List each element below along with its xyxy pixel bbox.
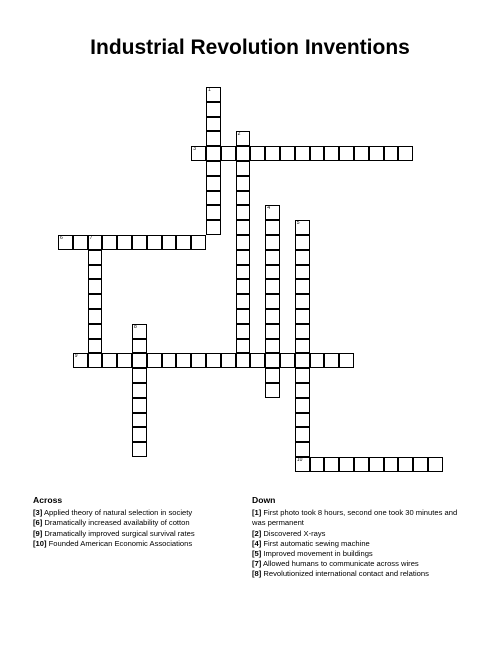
grid-cell[interactable]	[206, 353, 221, 368]
grid-cell[interactable]	[132, 353, 147, 368]
grid-cell[interactable]	[295, 383, 310, 398]
clue-across-9: [9] Dramatically improved surgical survival rates	[33, 528, 195, 538]
cell-number: 7	[89, 235, 93, 241]
grid-cell[interactable]	[295, 250, 310, 265]
grid-cell[interactable]	[132, 398, 147, 413]
grid-cell[interactable]	[398, 457, 413, 472]
grid-cell[interactable]	[236, 339, 251, 354]
grid-cell[interactable]	[324, 457, 339, 472]
down-clues	[252, 495, 470, 580]
grid-cell-10[interactable]	[295, 457, 310, 472]
grid-cell[interactable]	[265, 279, 280, 294]
grid-cell[interactable]	[132, 368, 147, 383]
grid-cell[interactable]	[265, 383, 280, 398]
grid-cell[interactable]	[102, 235, 117, 250]
grid-cell[interactable]	[132, 339, 147, 354]
grid-cell-7[interactable]	[88, 235, 103, 250]
grid-cell[interactable]	[265, 220, 280, 235]
grid-cell[interactable]	[280, 353, 295, 368]
cell-number: 8	[134, 323, 137, 330]
grid-cell[interactable]	[206, 220, 221, 235]
grid-cell[interactable]	[206, 161, 221, 176]
grid-cell[interactable]	[88, 339, 103, 354]
cell-number: 10	[296, 457, 303, 463]
grid-cell[interactable]	[265, 324, 280, 339]
grid-cell[interactable]	[265, 368, 280, 383]
grid-cell[interactable]	[295, 427, 310, 442]
grid-cell-3[interactable]	[191, 146, 206, 161]
across-clues	[33, 495, 228, 549]
clue-down-1: [1] First photo took 8 hours, second one took 30 minutes and was permanent	[252, 508, 458, 528]
grid-cell[interactable]	[324, 146, 339, 161]
grid-cell[interactable]	[295, 442, 310, 457]
cell-number: 4	[267, 205, 270, 212]
across-heading: Across	[33, 495, 63, 505]
grid-cell[interactable]	[206, 131, 221, 146]
grid-cell[interactable]	[132, 383, 147, 398]
grid-cell[interactable]	[88, 265, 103, 280]
grid-cell[interactable]	[265, 309, 280, 324]
grid-cell[interactable]	[206, 102, 221, 117]
grid-cell-1[interactable]	[206, 87, 221, 102]
grid-cell[interactable]	[295, 146, 310, 161]
clue-across-10: [10] Founded American Economic Associations	[33, 538, 193, 548]
down-heading: Down	[252, 495, 276, 505]
grid-cell-2[interactable]	[236, 131, 251, 146]
grid-cell[interactable]	[236, 353, 251, 368]
cell-number: 3	[193, 146, 196, 153]
grid-cell[interactable]	[295, 368, 310, 383]
grid-cell[interactable]	[369, 146, 384, 161]
grid-cell[interactable]	[236, 146, 251, 161]
cell-number: 2	[237, 131, 241, 138]
grid-cell[interactable]	[236, 205, 251, 220]
grid-cell[interactable]	[162, 353, 177, 368]
grid-cell[interactable]	[265, 353, 280, 368]
grid-cell[interactable]	[339, 353, 354, 368]
grid-cell[interactable]	[206, 146, 221, 161]
clue-down-2: [2] Discovered X-rays	[252, 528, 326, 538]
grid-cell[interactable]	[236, 176, 251, 191]
grid-cell[interactable]	[206, 176, 221, 191]
grid-cell[interactable]	[88, 324, 103, 339]
grid-cell[interactable]	[413, 457, 428, 472]
grid-cell[interactable]	[265, 339, 280, 354]
grid-cell[interactable]	[310, 353, 325, 368]
grid-cell[interactable]	[191, 353, 206, 368]
grid-cell[interactable]	[428, 457, 443, 472]
grid-cell[interactable]	[221, 146, 236, 161]
grid-cell[interactable]	[88, 279, 103, 294]
grid-cell[interactable]	[206, 117, 221, 132]
grid-cell-8[interactable]	[132, 324, 147, 339]
grid-cell-4[interactable]	[265, 205, 280, 220]
grid-cell[interactable]	[88, 250, 103, 265]
grid-cell[interactable]	[310, 457, 325, 472]
grid-cell[interactable]	[236, 235, 251, 250]
grid-cell-5[interactable]	[295, 220, 310, 235]
grid-cell[interactable]	[398, 146, 413, 161]
grid-cell[interactable]	[236, 191, 251, 206]
grid-cell[interactable]	[354, 146, 369, 161]
grid-cell[interactable]	[265, 146, 280, 161]
grid-cell[interactable]	[236, 324, 251, 339]
clue-down-7: [7] Allowed humans to communicate across wires	[252, 559, 419, 569]
grid-cell[interactable]	[265, 294, 280, 309]
grid-cell[interactable]	[176, 353, 191, 368]
grid-cell[interactable]	[295, 413, 310, 428]
grid-cell[interactable]	[310, 146, 325, 161]
grid-cell[interactable]	[339, 146, 354, 161]
grid-cell[interactable]	[250, 353, 265, 368]
grid-cell[interactable]	[162, 235, 177, 250]
grid-cell[interactable]	[147, 353, 162, 368]
clue-across-3: [3] Applied theory of natural selection in society	[33, 508, 193, 518]
grid-cell[interactable]	[295, 265, 310, 280]
grid-cell[interactable]	[73, 235, 88, 250]
cell-number: 9	[74, 353, 78, 360]
grid-cell[interactable]	[265, 265, 280, 280]
grid-cell[interactable]	[191, 235, 206, 250]
puzzle-title: Industrial Revolution Inventions	[90, 36, 410, 59]
grid-cell[interactable]	[236, 309, 251, 324]
grid-cell[interactable]	[265, 250, 280, 265]
grid-cell[interactable]	[295, 279, 310, 294]
grid-cell[interactable]	[295, 353, 310, 368]
grid-cell[interactable]	[132, 427, 147, 442]
grid-cell[interactable]	[132, 235, 147, 250]
clue-across-6: [6] Dramatically increased availability of cotton	[33, 518, 190, 528]
cell-number: 6	[60, 235, 63, 241]
grid-cell[interactable]	[236, 294, 251, 309]
grid-cell[interactable]	[206, 205, 221, 220]
grid-cell[interactable]	[236, 161, 251, 176]
clue-down-5: [5] Improved movement in buildings	[252, 549, 373, 559]
grid-cell[interactable]	[147, 235, 162, 250]
grid-cell[interactable]	[295, 398, 310, 413]
grid-cell[interactable]	[132, 413, 147, 428]
grid-cell[interactable]	[280, 146, 295, 161]
grid-cell[interactable]	[354, 457, 369, 472]
grid-cell-9[interactable]	[73, 353, 88, 368]
grid-cell[interactable]	[295, 294, 310, 309]
clue-down-8: [8] Revolutionized international contact and relations	[252, 569, 429, 579]
grid-cell[interactable]	[384, 146, 399, 161]
grid-cell[interactable]	[88, 294, 103, 309]
grid-cell[interactable]	[102, 353, 117, 368]
grid-cell[interactable]	[206, 191, 221, 206]
grid-cell[interactable]	[236, 279, 251, 294]
grid-cell[interactable]	[295, 309, 310, 324]
grid-cell[interactable]	[265, 235, 280, 250]
clue-down-4: [4] First automatic sewing machine	[252, 538, 370, 548]
grid-cell[interactable]	[384, 457, 399, 472]
grid-cell[interactable]	[132, 442, 147, 457]
cell-number: 1	[208, 87, 211, 93]
grid-cell[interactable]	[236, 265, 251, 280]
grid-cell[interactable]	[369, 457, 384, 472]
grid-cell[interactable]	[88, 353, 103, 368]
grid-cell[interactable]	[176, 235, 191, 250]
grid-cell[interactable]	[295, 339, 310, 354]
grid-cell[interactable]	[88, 309, 103, 324]
grid-cell[interactable]	[117, 235, 132, 250]
grid-cell[interactable]	[324, 353, 339, 368]
grid-cell[interactable]	[117, 353, 132, 368]
grid-cell[interactable]	[295, 235, 310, 250]
cell-number: 5	[296, 220, 300, 227]
grid-cell-6[interactable]	[58, 235, 73, 250]
grid-cell[interactable]	[250, 146, 265, 161]
grid-cell[interactable]	[221, 353, 236, 368]
grid-cell[interactable]	[236, 250, 251, 265]
grid-cell[interactable]	[236, 220, 251, 235]
grid-cell[interactable]	[295, 324, 310, 339]
grid-cell[interactable]	[339, 457, 354, 472]
